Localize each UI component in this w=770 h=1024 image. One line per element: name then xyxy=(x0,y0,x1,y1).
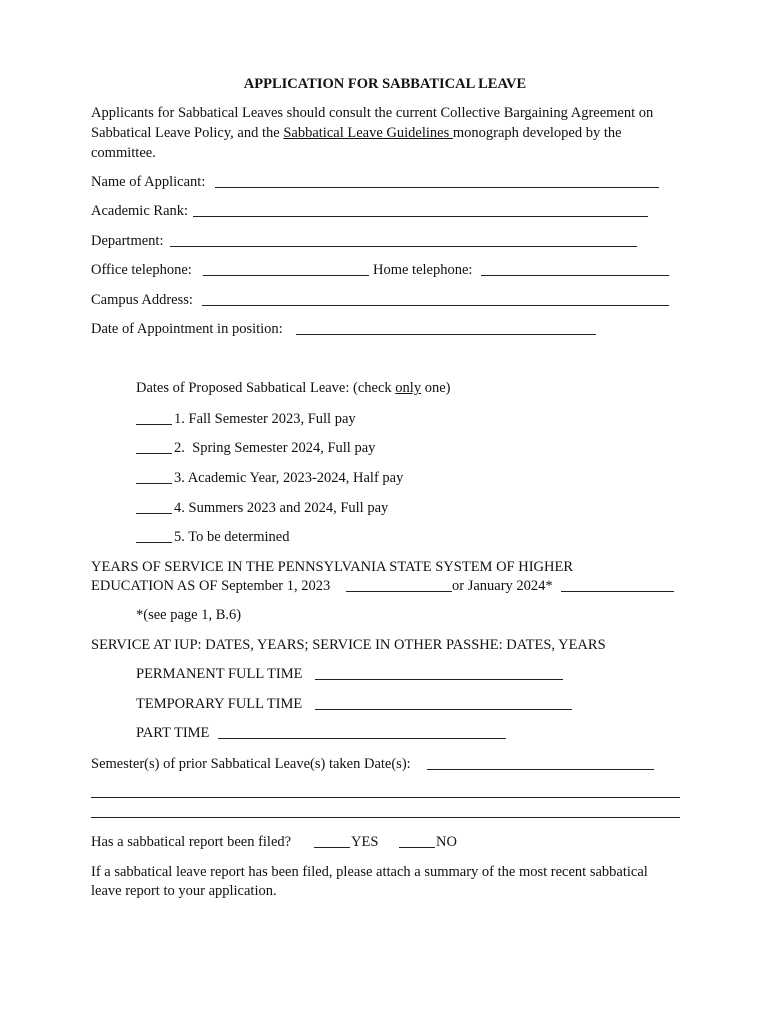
campus-address-input-line[interactable] xyxy=(202,305,669,306)
prior-sabbatical-input-line[interactable] xyxy=(427,769,654,770)
permanent-full-time-input-line[interactable] xyxy=(315,679,563,680)
name-input-line[interactable] xyxy=(215,187,659,188)
intro-line-2-post: monograph developed by the xyxy=(452,125,622,141)
intro-line-1: Applicants for Sabbatical Leaves should consult the current Collective Bargaining Agreement on xyxy=(91,105,654,121)
report-no-check-line[interactable] xyxy=(399,847,435,848)
years-service-line-2-mid: or January 2024* xyxy=(452,578,553,594)
report-yes-label: YES xyxy=(351,834,379,850)
guidelines-link[interactable]: Sabbatical Leave Guidelines xyxy=(283,125,453,141)
form-title: APPLICATION FOR SABBATICAL LEAVE xyxy=(243,76,527,92)
temporary-full-time-input-line[interactable] xyxy=(315,709,572,710)
option-3-label: 3. Academic Year, 2023-2024, Half pay xyxy=(174,470,404,486)
prior-sabbatical-extra-line-2[interactable] xyxy=(91,817,680,818)
report-no-label: NO xyxy=(436,834,457,850)
sept-2023-input-line[interactable] xyxy=(346,591,452,592)
option-4-label: 4. Summers 2023 and 2024, Full pay xyxy=(174,500,389,516)
home-phone-label: Home telephone: xyxy=(373,262,473,278)
department-label: Department: xyxy=(91,233,164,249)
dates-heading-post: one) xyxy=(421,380,451,396)
report-note-line-1: If a sabbatical leave report has been filed, please attach a summary of the most recent sabbatical xyxy=(91,864,648,880)
prior-sabbatical-extra-line-1[interactable] xyxy=(91,797,680,798)
report-yes-check-line[interactable] xyxy=(314,847,350,848)
dates-heading-pre: Dates of Proposed Sabbatical Leave: (check xyxy=(136,380,396,396)
rank-label: Academic Rank: xyxy=(91,203,189,219)
report-note-line-2: leave report to your application. xyxy=(91,883,277,899)
intro-line-3: committee. xyxy=(91,145,156,161)
intro-line-2-pre: Sabbatical Leave Policy, and the xyxy=(91,125,284,141)
name-label: Name of Applicant: xyxy=(91,174,206,190)
report-question: Has a sabbatical report been filed? xyxy=(91,834,292,850)
part-time-label: PART TIME xyxy=(136,725,210,741)
temporary-full-time-label: TEMPORARY FULL TIME xyxy=(136,696,303,712)
option-3-check-line[interactable] xyxy=(136,483,172,484)
appointment-date-input-line[interactable] xyxy=(296,334,596,335)
department-input-line[interactable] xyxy=(170,246,637,247)
dates-heading xyxy=(136,380,450,397)
office-phone-input-line[interactable] xyxy=(203,275,369,276)
option-5-label: 5. To be determined xyxy=(174,529,290,545)
dates-heading-only: only xyxy=(395,380,422,396)
option-4-check-line[interactable] xyxy=(136,513,172,514)
jan-2024-input-line[interactable] xyxy=(561,591,674,592)
part-time-input-line[interactable] xyxy=(218,738,506,739)
prior-sabbatical-label: Semester(s) of prior Sabbatical Leave(s) taken Date(s): xyxy=(91,756,411,772)
rank-input-line[interactable] xyxy=(193,216,648,217)
service-heading: SERVICE AT IUP: DATES, YEARS; SERVICE IN OTHER PASSHE: DATES, YEARS xyxy=(91,637,606,653)
campus-address-label: Campus Address: xyxy=(91,292,193,308)
permanent-full-time-label: PERMANENT FULL TIME xyxy=(136,666,303,682)
office-phone-label: Office telephone: xyxy=(91,262,192,278)
option-2-label: 2. Spring Semester 2024, Full pay xyxy=(174,440,376,456)
years-service-line-1: YEARS OF SERVICE IN THE PENNSYLVANIA STATE SYSTEM OF HIGHER xyxy=(91,559,574,575)
years-service-note: *(see page 1, B.6) xyxy=(136,607,242,623)
option-1-label: 1. Fall Semester 2023, Full pay xyxy=(174,411,356,427)
appointment-date-label: Date of Appointment in position: xyxy=(91,321,283,337)
option-5-check-line[interactable] xyxy=(136,542,172,543)
years-service-line-2-pre: EDUCATION AS OF September 1, 2023 xyxy=(91,578,331,594)
option-1-check-line[interactable] xyxy=(136,424,172,425)
intro-line-2 xyxy=(91,125,622,142)
home-phone-input-line[interactable] xyxy=(481,275,669,276)
option-2-check-line[interactable] xyxy=(136,453,172,454)
